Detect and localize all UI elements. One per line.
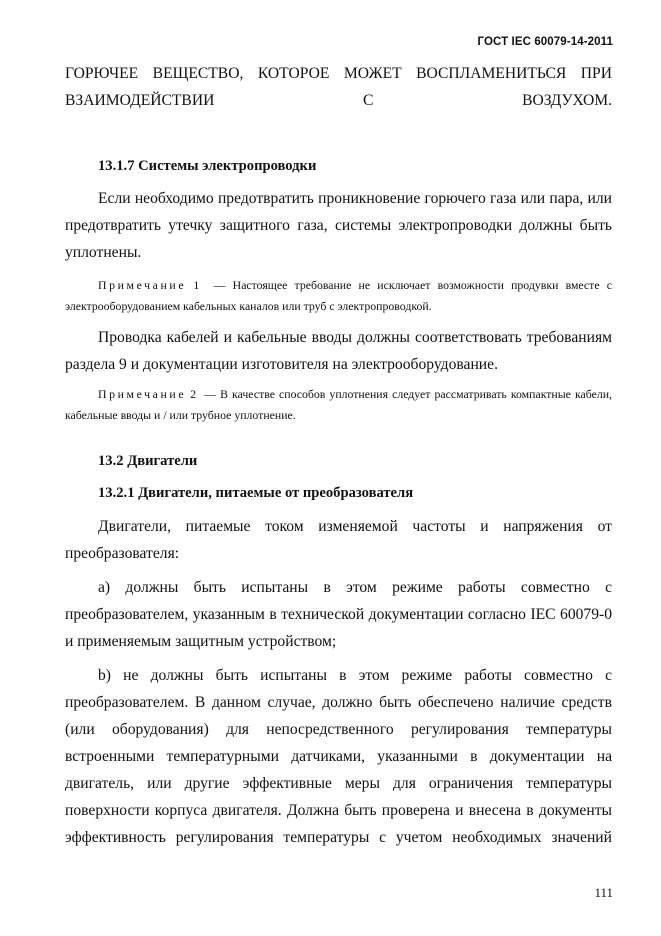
paragraph-cable-entries: Проводка кабелей и кабельные вводы должны соответствовать требованиям раздела 9 и документации изготовителя на электрооборудование. xyxy=(65,329,612,373)
list-item-b: b) не должны быть испытаны в этом режиме работы совместно с преобразователем. В данном случае, должно быть обеспечено наличие средств (или оборудования) для непосредственного регулирования температуры встроенными температурными датчиками, указанными в документации на двигатель, или другие эффективные меры для ограничения температуры поверхности корпуса двигателя. Должна быть проверена и внесена в документы эффективность регулирования температуры с учетом необходимых значений xyxy=(65,667,612,846)
heading-motors: 13.2 Двигатели xyxy=(98,453,198,469)
heading-wiring-systems: 13.1.7 Системы электропроводки xyxy=(98,158,317,174)
note-2-label: Примечание xyxy=(98,387,187,401)
note-1-text: Настоящее требование не исключает возможности продувки вместе с электрооборудованием кабельных каналов или труб с электропроводкой. xyxy=(65,278,612,313)
note-2-dash: — xyxy=(200,387,221,401)
note-1-dash: — xyxy=(206,278,233,292)
note-2-text: В качестве способов уплотнения следует рассматривать компактные кабели, кабельные вводы и / или трубное уплотнение. xyxy=(65,387,612,422)
paragraph-wiring-sealing: Если необходимо предотвратить проникновение горючего газа или пара, или предотвратить утечку защитного газа, системы электропроводки должны быть уплотнены. xyxy=(65,190,612,261)
note-1-number: 1 xyxy=(193,278,200,292)
note-1-label: Примечание xyxy=(98,278,187,292)
document-code-header: ГОСТ IEC 60079-14-2011 xyxy=(477,36,613,48)
note-2 xyxy=(65,384,612,426)
note-1 xyxy=(65,275,612,317)
heading-converter-motors: 13.2.1 Двигатели, питаемые от преобразователя xyxy=(98,485,414,501)
page-number: 111 xyxy=(594,885,613,900)
list-item-a: а) должны быть испытаны в этом режиме работы совместно с преобразователем, указанным в технической документации согласно IEC 60079-0 и применяемым защитным устройством; xyxy=(65,579,612,650)
paragraph-converter-intro: Двигатели, питаемые током изменяемой частоты и напряжения от преобразователя: xyxy=(65,518,612,562)
paragraph-flammable-substance: ГОРЮЧЕЕ ВЕЩЕСТВО, КОТОРОЕ МОЖЕТ ВОСПЛАМЕНИТЬСЯ ПРИ ВЗАИМОДЕЙСТВИИ С ВОЗДУХОМ. xyxy=(65,65,612,109)
note-2-number: 2 xyxy=(190,387,197,401)
